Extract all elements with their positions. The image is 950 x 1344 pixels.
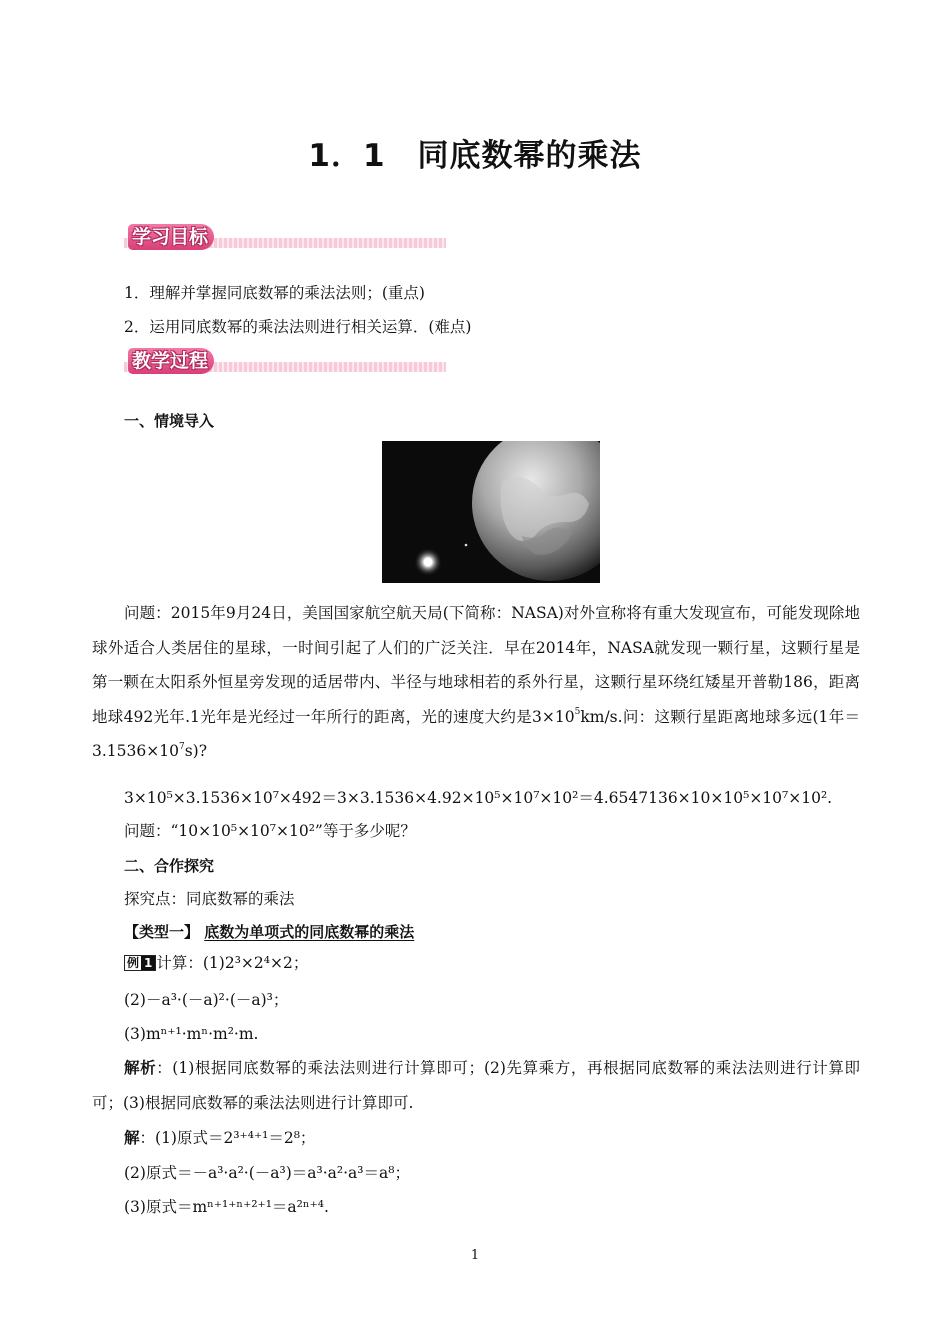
solution-line-1 — [124, 1127, 315, 1149]
example-prompt — [124, 952, 308, 974]
example-badge — [124, 955, 156, 971]
section-heading-explore: 二、合作探究 — [124, 857, 215, 875]
intro-exponent-a: 5 — [574, 707, 581, 718]
intro-text-c: s)? — [184, 742, 207, 760]
example-badge-label: 例 — [127, 956, 140, 970]
intro-exponent-b: 7 — [178, 741, 185, 752]
example-prompt-text: 计算：(1)2³×2⁴×2； — [156, 954, 309, 972]
objective-2: 2．运用同底数幂的乘法法则进行相关运算．(难点) — [124, 318, 472, 336]
solution-line-2: (2)原式＝－a³·a²·(－a³)＝a³·a²·a³＝a⁸； — [124, 1164, 410, 1182]
solution-line-3: (3)原式＝mⁿ⁺¹⁺ⁿ⁺²⁺¹＝a²ⁿ⁺⁴. — [124, 1198, 329, 1216]
process-banner — [124, 350, 446, 376]
page-title: 1．1 同底数幂的乘法 — [308, 138, 642, 174]
analysis-label: 解析 — [124, 1059, 157, 1077]
example-badge-number: 1 — [141, 956, 155, 970]
intro-paragraph — [92, 596, 860, 769]
question-line: 问题：“10×10⁵×10⁷×10²”等于多少呢？ — [124, 822, 416, 840]
process-banner-label: 教学过程 — [128, 348, 214, 374]
objectives-banner — [124, 226, 446, 252]
section-heading-intro: 一、情境导入 — [124, 412, 215, 430]
example-item-2: (2)－a³·(－a)²·(－a)³； — [124, 991, 289, 1009]
objectives-banner-label: 学习目标 — [128, 224, 214, 250]
planet-illustration — [382, 441, 600, 583]
analysis-text: ：(1)根据同底数幂的乘法法则进行计算即可；(2)先算乘方，再根据同底数幂的乘法法则进行计算即可；(3)根据同底数幂的乘法法则进行计算即可. — [92, 1059, 860, 1112]
objective-1: 1．理解并掌握同底数幂的乘法法则；(重点) — [124, 284, 425, 302]
analysis-paragraph — [92, 1051, 860, 1120]
solution-step-1: ：(1)原式＝2³⁺⁴⁺¹＝2⁸； — [139, 1129, 316, 1147]
type-name: 底数为单项式的同底数幂的乘法 — [204, 923, 415, 941]
explore-point: 探究点：同底数幂的乘法 — [124, 890, 295, 908]
solution-label: 解 — [124, 1129, 140, 1147]
example-item-3: (3)mⁿ⁺¹·mⁿ·m²·m. — [124, 1025, 259, 1043]
planet-photo — [382, 441, 600, 583]
intro-text-b: km/s.问：这颗行星距离地球多远(1年＝3.1536×10 — [92, 707, 860, 760]
intro-text-a: 问题：2015年9月24日，美国国家航空航天局(下简称：NASA)对外宣称将有重大发现宣布，可能发现除地球外适合人类居住的星球，一时间引起了人们的广泛关注．早在2014年，NASA就发现一颗行星，这颗行星是第一颗在太阳系外恒星旁发现的适居带内、半径与地球相若的系外行星，这颗行星环绕红矮星开普勒186，距离地球492光年.1光年是光经过一年所行的距离，光的速度大约是3×10 — [92, 604, 860, 726]
page-number: 1 — [470, 1248, 480, 1263]
type-heading — [124, 921, 414, 943]
type-bracket: 【类型一】 — [124, 923, 200, 941]
calculation-line: 3×10⁵×3.1536×10⁷×492＝3×3.1536×4.92×10⁵×10⁷×10²＝4.6547136×10×10⁵×10⁷×10². — [124, 789, 833, 807]
